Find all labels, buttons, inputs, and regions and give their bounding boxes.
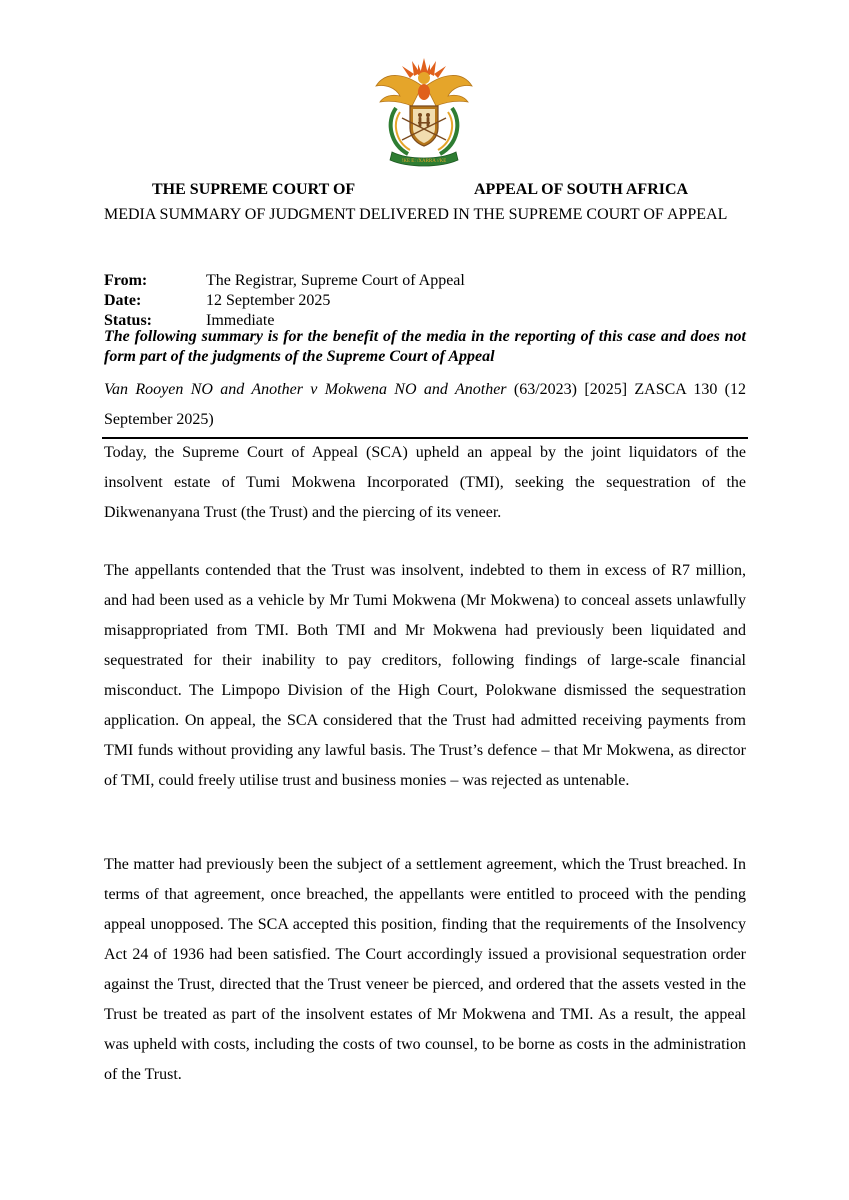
court-title-left: THE SUPREME COURT OF	[152, 181, 356, 198]
status-value: Immediate	[206, 312, 275, 329]
summary-paragraph-3: The matter had previously been the subject of a settlement agreement, which the Trust breached. In terms of that agreement, once breached, the appellants were entitled to proceed with the pending appeal unopposed. The SCA accepted this position, finding that the requirements of the Insolvency Act 24 of 1936 had been satisfied. The Court accordingly issued a provisional sequestration order against the Trust, directed that the Trust veneer be pierced, and ordered that the assets vested in the Trust be treated as part of the insolvent estates of Mr Mokwena and TMI. As a result, the appeal was upheld with costs, including the costs of two counsel, to be borne as costs in the administration of the Trust.	[104, 856, 746, 1083]
summary-paragraph-2: The appellants contended that the Trust was insolvent, indebted to them in excess of R7 million, and had been used as a vehicle by Mr Tumi Mokwena (Mr Mokwena) to conceal assets unlawfully misappropriated from TMI. Both TMI and Mr Mokwena had previously been liquidated and sequestrated for their inability to pay creditors, following findings of large-scale financial misconduct. The Limpopo Division of the High Court, Polokwane dismissed the sequestration application. On appeal, the SCA considered that the Trust had admitted receiving payments from TMI funds without providing any lawful basis. The Trust’s defence – that Mr Mokwena, as director of TMI, could freely utilise trust and business monies – was rejected as untenable.	[104, 562, 746, 789]
left-wing	[376, 75, 422, 106]
court-title-right: APPEAL OF SOUTH AFRICA	[474, 181, 689, 198]
meta-date	[104, 291, 330, 311]
case-citation	[104, 375, 746, 435]
svg-text:!KE E: /XARRA //KE: !KE E: /XARRA //KE	[401, 159, 447, 164]
status-label: Status:	[104, 312, 153, 329]
from-label: From:	[104, 272, 148, 289]
from-value: The Registrar, Supreme Court of Appeal	[206, 272, 465, 289]
summary-paragraph-1: Today, the Supreme Court of Appeal (SCA) upheld an appeal by the joint liquidators of the insolvent estate of Tumi Mokwena Incorporated (TMI), seeking the sequestration of the Dikwenanyana Trust (the Trust) and the piercing of its veneer.	[104, 444, 746, 521]
right-wing	[426, 75, 472, 106]
case-name: Van Rooyen NO and Another v Mokwena NO and Another	[104, 381, 507, 398]
media-notice: The following summary is for the benefit of the media in the reporting of this case and does not form part of the judgments of the Supreme Court of Appeal	[104, 328, 746, 365]
case-reference: (63/2023) [2025] ZASCA 130 (12 September 2025)	[104, 381, 747, 428]
meta-from	[104, 271, 465, 291]
document-subtitle: MEDIA SUMMARY OF JUDGMENT DELIVERED IN THE SUPREME COURT OF APPEAL	[104, 206, 728, 223]
date-value: 12 September 2025	[206, 292, 331, 309]
coat-of-arms-logo	[372, 56, 476, 168]
date-label: Date:	[104, 292, 142, 309]
